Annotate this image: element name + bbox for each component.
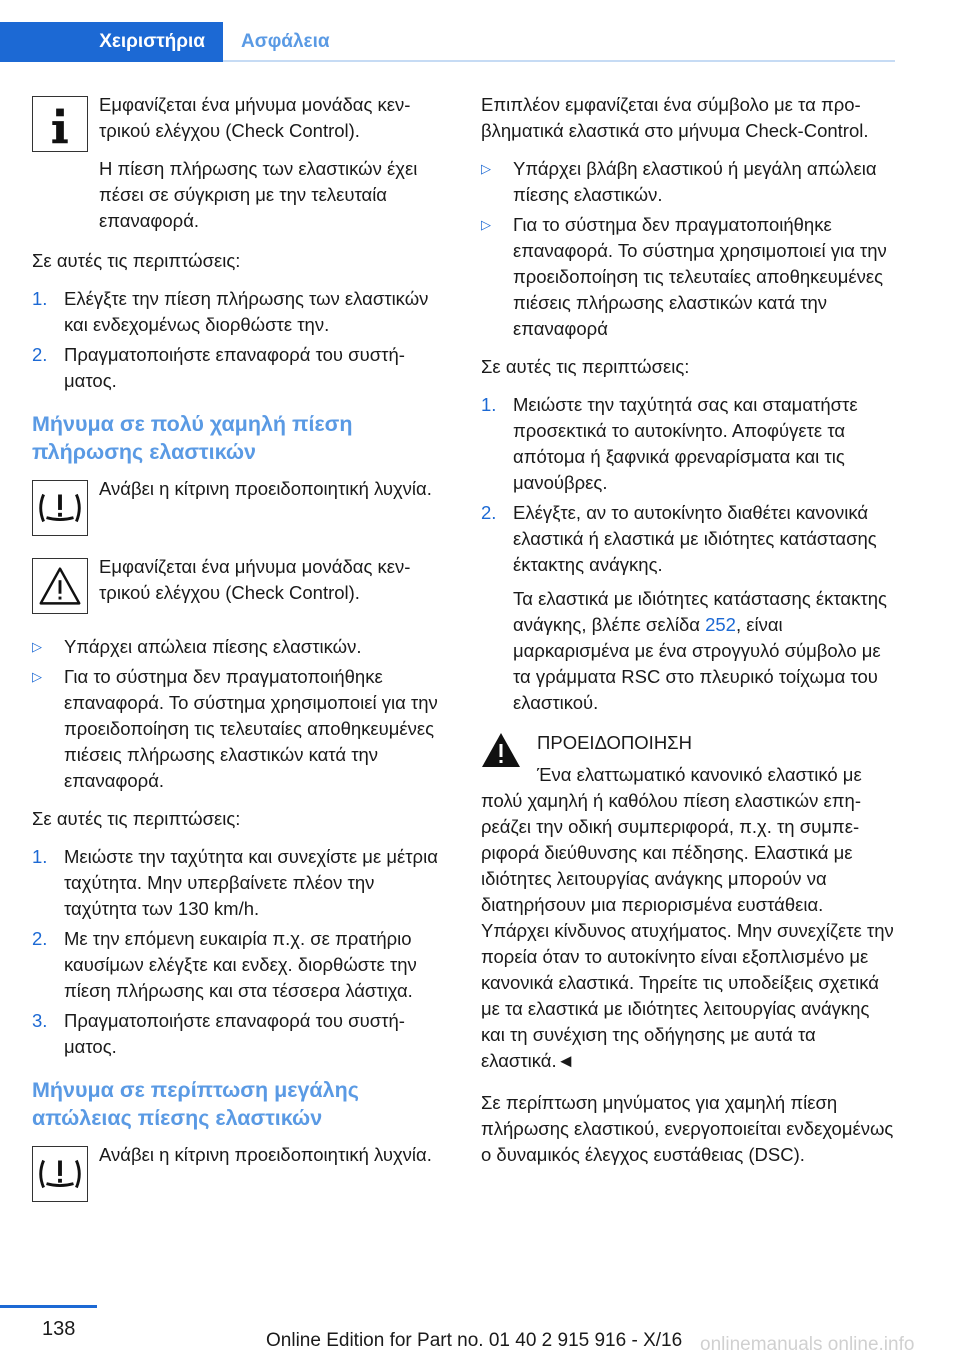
info-block [32, 92, 442, 234]
step-text: Ελέγξτε, αν το αυτοκίνητο διαθέτει κανονικά ελαστικά ή ελαστικά με ιδιότητες κατάστασης έκτακτης ανάγκης. [513, 502, 877, 575]
list-item [32, 844, 442, 922]
pressure-drop-text: Η πίεση πλήρωσης των ελαστικών έχει πέσει σε σύγκριση με την τελευταία επαναφορά. [99, 158, 418, 231]
bullet-text: Υπάρχει βλάβη ελαστικού ή μεγάλη απώλεια πίεσης ελαστικών. [513, 158, 877, 205]
rsc-note-after: , είναι μαρκαρισμένα με ένα στρογγυλό σύμβολο με τα γράμματα RSC στο πλευρικό τοίχωμα του ελαστικού. [513, 614, 881, 713]
left-column [32, 92, 442, 1220]
step-number: 2. [32, 344, 48, 365]
step-number: 2. [481, 502, 497, 523]
list-item [481, 392, 896, 496]
list-item [32, 634, 442, 660]
tire-pressure-warning-icon [32, 1146, 88, 1202]
yellow-lamp-text: Ανάβει η κίτρινη προειδοποιητική λυχνία. [99, 478, 432, 499]
right-column [481, 92, 896, 1180]
steps-list-3 [481, 392, 896, 716]
cases-label: Σε αυτές τις περιπτώσεις: [32, 808, 241, 829]
list-item [481, 212, 896, 342]
list-item [481, 500, 896, 716]
step-number: 2. [32, 928, 48, 949]
list-item [32, 286, 442, 338]
list-item [32, 926, 442, 1004]
list-item [32, 664, 442, 794]
causes-list-2 [481, 156, 896, 342]
tab-underline [223, 60, 895, 62]
check-control-message-text-2: Εμφανίζεται ένα μήνυμα μονάδας κεντρικού ελέγχου (Check Control). [99, 556, 411, 603]
bullet-text: Για το σύστημα δεν πραγματοποιήθηκε επαναφορά. Το σύστημα χρησιμοποιεί για την προειδοποίηση τις τελευταίες αποθηκευμένες πιέσεις πλήρωσης ελαστικών κατά την επαναφορά. [64, 666, 438, 791]
lamp-block-2 [32, 1142, 442, 1214]
cases-label: Σε αυτές τις περιπτώσεις: [32, 250, 241, 271]
steps-list-2 [32, 844, 442, 1060]
cases-label: Σε αυτές τις περιπτώσεις: [481, 356, 690, 377]
step-number: 1. [481, 394, 497, 415]
steps-list-1 [32, 286, 442, 394]
warning-block [481, 730, 896, 1074]
step-number: 1. [32, 846, 48, 867]
step-text: Ελέγξτε την πίεση πλήρωσης των ελαστικών και ενδεχομένως διορθώστε την. [64, 288, 429, 335]
bullet-triangle-icon: ▷ [481, 217, 491, 232]
rsc-note-before: Τα ελαστικά με ιδιότητες κατάστασης έκτακτης ανάγκης, βλέπε σελίδα [513, 588, 887, 635]
check-control-message-text: Εμφανίζεται ένα μήνυμα μονάδας κεντρικού ελέγχου (Check Control). [99, 94, 411, 141]
bullet-triangle-icon: ▷ [32, 639, 42, 654]
causes-list-1 [32, 634, 442, 794]
section-heading-large-loss: Μήνυμα σε περίπτωση μεγάλης απώλειας πίεσης ελαστικών [32, 1078, 359, 1130]
tab-bar [0, 0, 895, 62]
lamp-block [32, 476, 442, 548]
section-heading-low-pressure: Μήνυμα σε πολύ χαμηλή πίεση πλήρωσης ελαστικών [32, 412, 353, 464]
warning-message-block [32, 554, 442, 626]
bullet-text: Υπάρχει απώλεια πίεσης ελαστικών. [64, 636, 362, 657]
step-number: 1. [32, 288, 48, 309]
step-text: Πραγματοποιήστε επαναφορά του συστήματος. [64, 344, 405, 391]
list-item [32, 1008, 442, 1060]
list-item [32, 342, 442, 394]
page-number: 138 [42, 1318, 76, 1340]
dsc-note: Σε περίπτωση μηνύματος για χαμηλή πίεση πλήρωσης ελαστικού, ενεργοποιείται ενδεχομένως ο δυναμικός έλεγχος ευστάθειας (DSC). [481, 1092, 894, 1165]
warning-body: πολύ χαμηλή ή καθόλου πίεση ελαστικών επηρεάζει την οδική συμπεριφορά, π.χ. τη συμπεριφορά διεύθυνσης και πέδησης. Ελαστικά με ιδιότητες λειτουργίας ανάγκης μπορούν να διατηρήσουν μια περιορισμένα ευστάθεια. Υπάρχει κίνδυνος ατυχήματος. Μην συνεχίζετε την πορεία όταν το αυτοκίνητο είναι εξοπλισμένο με κανονικά ελαστικά. Τηρείτε τις υποδείξεις σχετικά με τα ελαστικά με ιδιότητες λειτουργίας ανάγκης και τη συνέχιση της οδήγησης με αυτά τα ελαστικά.◄ [481, 790, 894, 1071]
footer-accent-line [0, 1305, 97, 1308]
edition-footer: Online Edition for Part no. 01 40 2 915 916 - X/16 [266, 1330, 683, 1351]
list-item [481, 156, 896, 208]
bullet-triangle-icon: ▷ [32, 669, 42, 684]
step-text: Μειώστε την ταχύτητά σας και σταματήστε προσεκτικά το αυτοκίνητο. Αποφύγετε τα απότομα ή ξαφνικά φρεναρίσματα και τις μανούβρες. [513, 394, 858, 493]
info-icon [32, 96, 88, 152]
tire-pressure-warning-icon [32, 480, 88, 536]
warning-first-line: Ένα ελαττωματικό κανονικό ελαστικό με [537, 764, 862, 785]
warning-triangle-icon [32, 558, 88, 614]
warning-triangle-icon [481, 732, 521, 768]
page-link[interactable]: 252 [705, 614, 736, 635]
step-text: Πραγματοποιήστε επαναφορά του συστήματος. [64, 1010, 405, 1057]
tab-safety[interactable]: Ασφάλεια [241, 31, 330, 52]
bullet-text: Για το σύστημα δεν πραγματοποιήθηκε επαναφορά. Το σύστημα χρησιμοποιεί για την προειδοποίηση τις τελευταίες αποθηκευμένες πιέσεις πλήρωσης ελαστικών κατά την επαναφορά [513, 214, 887, 339]
warning-title: ΠΡΟΕΙΔΟΠΟΙΗΣΗ [537, 732, 692, 753]
watermark: onlinemanuals online.info [700, 1334, 915, 1355]
yellow-lamp-text-2: Ανάβει η κίτρινη προειδοποιητική λυχνία. [99, 1144, 432, 1165]
step-number: 3. [32, 1010, 48, 1031]
rsc-note [513, 586, 896, 716]
step-text: Μειώστε την ταχύτητα και συνεχίστε με μέτρια ταχύτητα. Μην υπερβαίνετε πλέον την ταχύτητα των 130 km/h. [64, 846, 438, 919]
bullet-triangle-icon: ▷ [481, 161, 491, 176]
intro-text: Επιπλέον εμφανίζεται ένα σύμβολο με τα προβληματικά ελαστικά στο μήνυμα Check-Control. [481, 94, 869, 141]
step-text: Με την επόμενη ευκαιρία π.χ. σε πρατήριο καυσίμων ελέγξτε και ενδεχ. διορθώστε την πίεση πλήρωσης και στα τέσσερα λάστιχα. [64, 928, 417, 1001]
tab-controls[interactable]: Χειριστήρια [0, 22, 223, 62]
